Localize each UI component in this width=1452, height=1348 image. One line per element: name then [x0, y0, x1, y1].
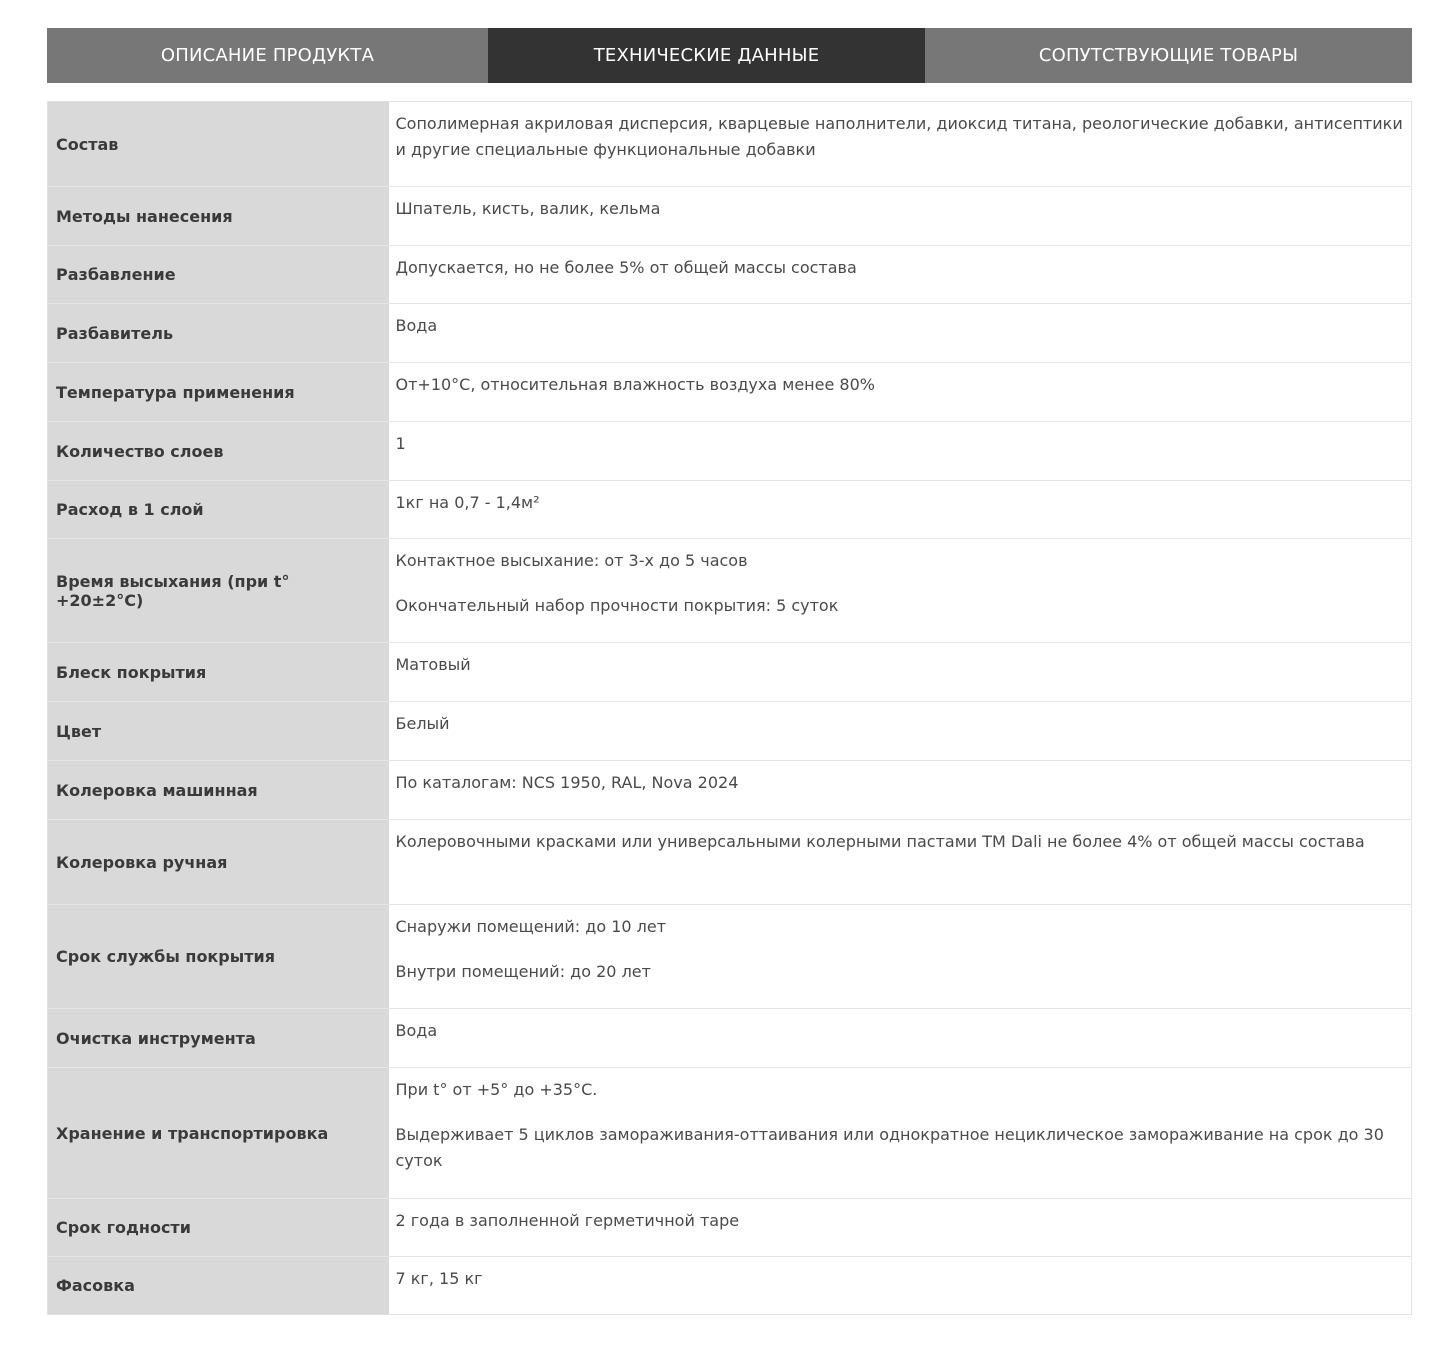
spec-label: Расход в 1 слой — [48, 481, 389, 539]
spec-label: Фасовка — [48, 1257, 389, 1315]
spec-value — [389, 1199, 1412, 1257]
spec-row — [48, 304, 1412, 363]
spec-value-text: Вода — [395, 316, 438, 335]
spec-label: Разбавление — [48, 246, 389, 304]
spec-label: Хранение и транспортировка — [48, 1068, 389, 1199]
spec-value — [389, 1009, 1412, 1068]
spec-value-text: Шпатель, кисть, валик, кельма — [395, 199, 661, 218]
spec-value — [389, 539, 1412, 643]
spec-value-text: По каталогам: NCS 1950, RAL, Nova 2024 — [395, 773, 739, 792]
spec-value-text: Контактное высыхание: от 3-х до 5 часов — [395, 551, 748, 570]
spec-value — [389, 246, 1412, 304]
spec-value-text: Сополимерная акриловая дисперсия, кварцевые наполнители, диоксид титана, реологические добавки, антисептики и другие специальные функциональные добавки — [395, 114, 1403, 159]
spec-row — [48, 187, 1412, 246]
spec-value — [389, 761, 1412, 820]
spec-row — [48, 363, 1412, 422]
spec-row — [48, 481, 1412, 539]
spec-value — [389, 422, 1412, 481]
spec-row — [48, 1257, 1412, 1315]
spec-row — [48, 643, 1412, 702]
tab-related-products[interactable]: СОПУТСТВУЮЩИЕ ТОВАРЫ — [925, 28, 1412, 83]
spec-value-text: Снаружи помещений: до 10 лет — [395, 917, 667, 936]
spec-value-text: Допускается, но не более 5% от общей массы состава — [395, 258, 857, 277]
spec-row — [48, 1009, 1412, 1068]
spec-value-text: Матовый — [395, 655, 471, 674]
spec-row — [48, 1068, 1412, 1199]
spec-label: Очистка инструмента — [48, 1009, 389, 1068]
tab-technical-data[interactable]: ТЕХНИЧЕСКИЕ ДАННЫЕ — [488, 28, 925, 83]
spec-value-text: Белый — [395, 714, 450, 733]
spec-value — [389, 304, 1412, 363]
spec-value-text: 1 — [395, 434, 406, 453]
spec-value-text: Внутри помещений: до 20 лет — [395, 962, 651, 981]
spec-label: Количество слоев — [48, 422, 389, 481]
spec-value — [389, 1068, 1412, 1199]
spec-label: Методы нанесения — [48, 187, 389, 246]
spec-label: Температура применения — [48, 363, 389, 422]
spec-value-text: 1кг на 0,7 - 1,4м² — [395, 493, 540, 512]
spec-value — [389, 905, 1412, 1009]
spec-label: Время высыхания (при t° +20±2°С) — [48, 539, 389, 643]
spec-row — [48, 905, 1412, 1009]
tab-product-description[interactable]: ОПИСАНИЕ ПРОДУКТА — [47, 28, 488, 83]
spec-value-text: Окончательный набор прочности покрытия: 5 суток — [395, 596, 839, 615]
spec-value — [389, 481, 1412, 539]
spec-row — [48, 761, 1412, 820]
spec-value — [389, 187, 1412, 246]
spec-row — [48, 422, 1412, 481]
spec-label: Срок годности — [48, 1199, 389, 1257]
spec-value-text: При t° от +5° до +35°С. — [395, 1080, 598, 1099]
spec-row — [48, 820, 1412, 905]
spec-row — [48, 702, 1412, 761]
product-tabs — [47, 28, 1412, 83]
spec-value-text: Колеровочными красками или универсальными колерными пастами ТМ Dali не более 4% от общей массы состава — [395, 832, 1365, 851]
spec-value — [389, 102, 1412, 187]
spec-value-text: Выдерживает 5 циклов замораживания-оттаивания или однократное нециклическое замораживание на срок до 30 суток — [395, 1125, 1384, 1170]
spec-label: Срок службы покрытия — [48, 905, 389, 1009]
specs-table — [47, 101, 1412, 1315]
spec-value — [389, 643, 1412, 702]
spec-row — [48, 102, 1412, 187]
spec-label: Колеровка машинная — [48, 761, 389, 820]
spec-label: Колеровка ручная — [48, 820, 389, 905]
spec-value — [389, 820, 1412, 905]
spec-value — [389, 1257, 1412, 1315]
spec-label: Разбавитель — [48, 304, 389, 363]
spec-label: Состав — [48, 102, 389, 187]
spec-row — [48, 539, 1412, 643]
spec-value-text: 7 кг, 15 кг — [395, 1269, 483, 1288]
spec-row — [48, 246, 1412, 304]
spec-value-text: Вода — [395, 1021, 438, 1040]
spec-label: Блеск покрытия — [48, 643, 389, 702]
spec-row — [48, 1199, 1412, 1257]
spec-label: Цвет — [48, 702, 389, 761]
spec-value — [389, 363, 1412, 422]
spec-value-text: 2 года в заполненной герметичной таре — [395, 1211, 740, 1230]
spec-value-text: От+10°С, относительная влажность воздуха менее 80% — [395, 375, 875, 394]
spec-value — [389, 702, 1412, 761]
